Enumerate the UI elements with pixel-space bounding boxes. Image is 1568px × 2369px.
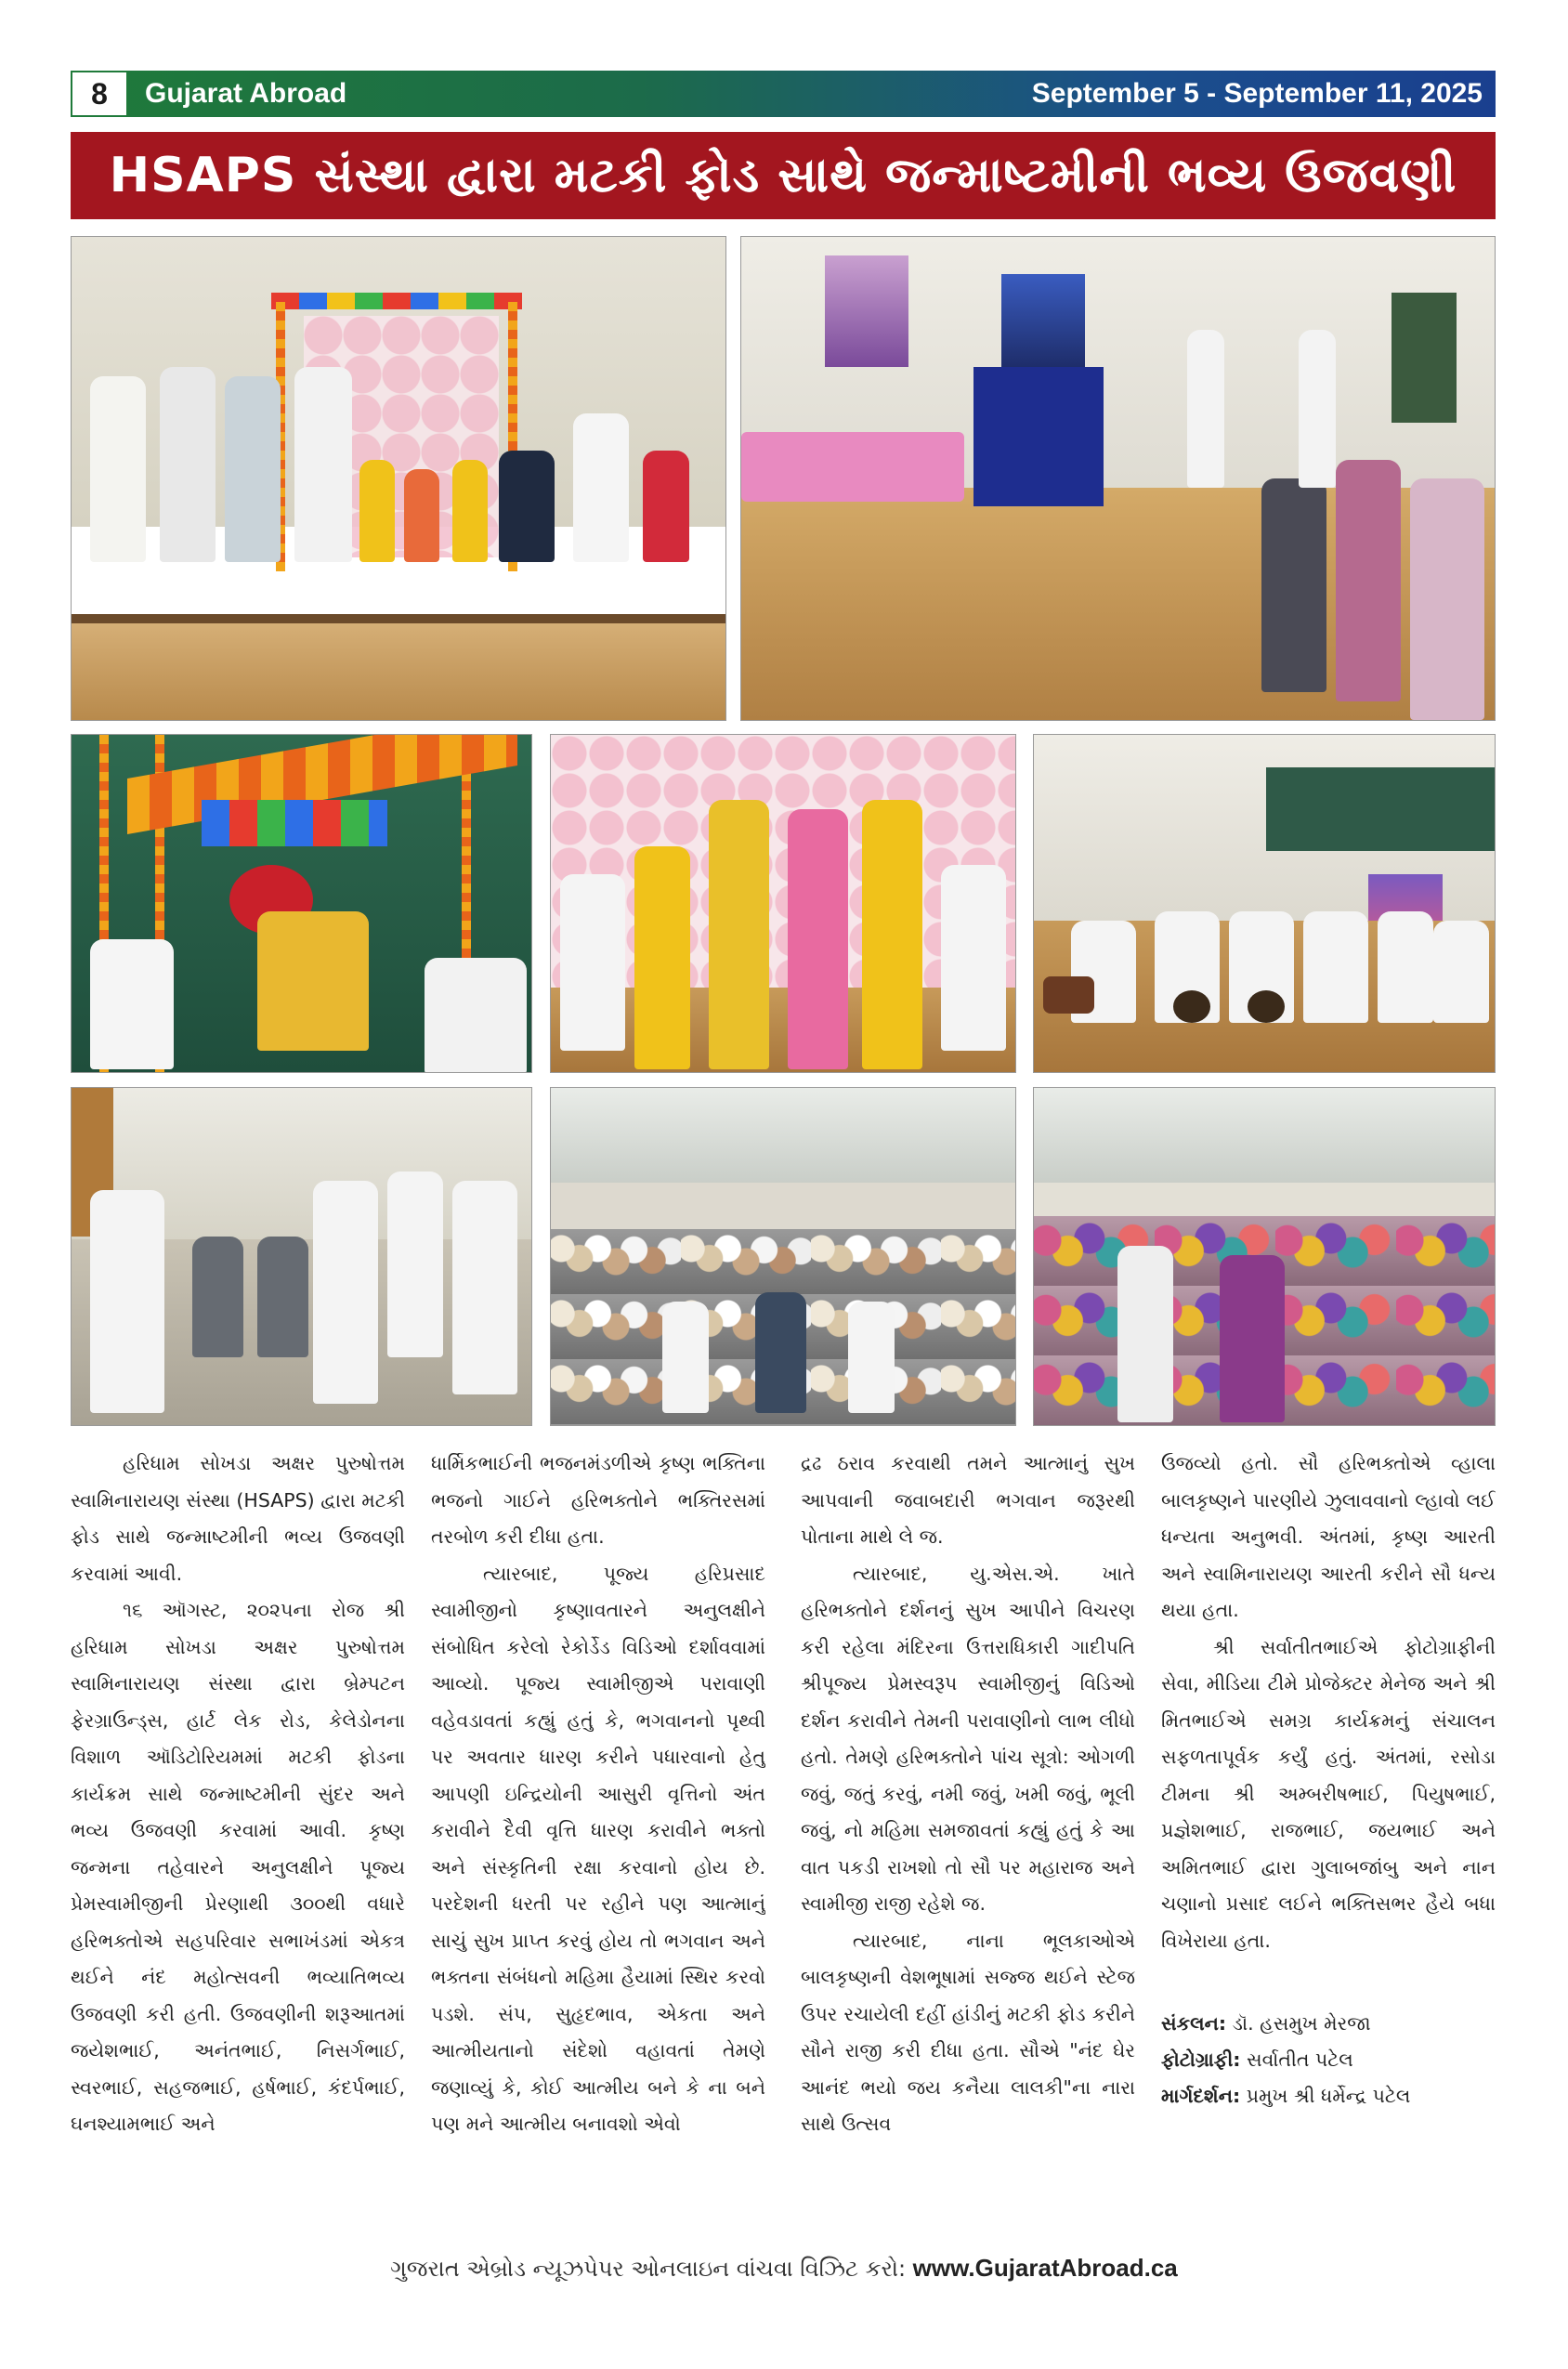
hall-audience-photo bbox=[550, 1087, 1016, 1426]
paragraph: ધાર્મિકભાઈની ભજનમંડળીએ કૃષ્ણ ભક્તિના ભજનો ગાઈને હરિભક્તોને ભક્તિરસમાં તરબોળ કરી દીધા હતા. bbox=[431, 1452, 765, 1548]
issue-date: September 5 - September 11, 2025 bbox=[1031, 78, 1483, 109]
paragraph: ત્યારબાદ, પૂજ્ય હરિપ્રસાદ સ્વામીજીનો કૃષ્ણાવતારને અનુલક્ષીને સંબોધિત કરેલો રેકોર્ડેડ વિડિઓ દર્શાવવામાં આવ્યો. પૂજ્ય સ્વામીજીએ પરાવાણી વહેવડાવતાં કહ્યું હતું કે, ભગવાનનો પૃથ્વી પર અવતાર ધારણ કરીને પધારવાનો હેતુ આપણી ઇન્દ્રિયોની આસુરી વૃત્તિનો અંત કરાવીને દૈવી વૃત્તિ ધારણ કરાવીને ભક્તો અને સંસ્કૃતિની રક્ષા કરવાનો હોય છે. પરદેશની ધરતી પર રહીને પણ આત્માનું સાચું સુખ પ્રાપ્ત કરવું હોય તો ભગવાન અને ભક્તના સંબંધનો મહિમા હૈયામાં સ્થિર કરવો પડશે. સંપ, સુહૃદભાવ, એકતા અને આત્મીયતાનો સંદેશો વહાવતાં તેમણે જણાવ્યું કે, કોઈ આત્મીય બને કે ના બને પણ મને આત્મીય બનાવશો એવો bbox=[431, 1562, 765, 2135]
paragraph: ઉજવ્યો હતો. સૌ હરિભક્તોએ વ્હાલા બાલકૃષ્ણને પારણીયે ઝુલાવવાનો લ્હાવો લઈ ધન્યતા અનુભવી. અંતમાં, કૃષ્ણ આરતી અને સ્વામિનારાયણ આરતી કરીને સૌ ધન્ય થયા હતા. bbox=[1161, 1452, 1496, 1621]
paragraph: હરિધામ સોખડા અક્ષર પુરુષોત્તમ સ્વામિનારાયણ સંસ્થા (HSAPS) દ્વારા મટકી ફોડ સાથે જન્માષ્ટમીની ભવ્ય ઉજવણી કરવામાં આવી. bbox=[71, 1452, 405, 1585]
children-costume-photo bbox=[550, 734, 1016, 1073]
footer-text: ગુજરાત એબ્રોડ ન્યૂઝપેપર ઓનલાઇન વાંચવા વિઝિટ કરો: bbox=[390, 2256, 913, 2282]
women-audience-photo bbox=[1033, 1087, 1496, 1426]
aarti-men-photo bbox=[71, 1087, 532, 1426]
matki-phod-photo bbox=[71, 734, 532, 1073]
credit-compiled-by: સંકલન: ડૉ. હસમુખ મેરજા bbox=[1161, 2012, 1371, 2035]
publication-name: Gujarat Abroad bbox=[145, 78, 347, 109]
page-footer bbox=[0, 2254, 1568, 2283]
article-column-1 bbox=[71, 1446, 405, 2263]
page-number: 8 bbox=[71, 71, 128, 117]
paragraph: ત્યારબાદ, યુ.એસ.એ. ખાતે હરિભક્તોને દર્શનનું સુખ આપીને વિચરણ કરી રહેલા મંદિરના ઉત્તરાધિકારી ગાદીપતિ શ્રીપૂજ્ય પ્રેમસ્વરૂપ સ્વામીજીનું વિડિઓ દર્શન કરાવીને તેમની પરાવાણીનો લાભ લીધો હતો. તેમણે હરિભક્તોને પાંચ સૂત્રો: ઓગળી જવું, જતું કરવું, નમી જવું, ખમી જવું, ભૂલી જવું, નો મહિમા સમજાવતાં કહ્યું હતું કે આ વાત પકડી રાખશો તો સૌ પર મહારાજ અને સ્વામીજી રાજી રહેશે જ. bbox=[801, 1562, 1135, 1915]
paragraph: ૧૬ ઑગસ્ટ, ૨૦૨૫ના રોજ શ્રી હરિધામ સોખડા અક્ષર પુરુષોત્તમ સ્વામિનારાયણ સંસ્થા દ્વારા બ્રેમ્પટન ફેરગ્રાઉન્ડ્સ, હાર્ટ લેક રોડ, કેલેડોનના વિશાળ ઑડિટોરિયમમાં મટકી ફોડના કાર્યક્રમ સાથે જન્માષ્ટમીની સુંદર અને ભવ્ય ઉજવણી કરવામાં આવી. કૃષ્ણ જન્મના તહેવારને અનુલક્ષીને પૂજ્ય પ્રેમસ્વામીજીની પ્રેરણાથી ૩૦૦થી વધારે હરિભક્તોએ સહપરિવાર સભાખંડમાં એકત્ર થઈને નંદ મહોત્સવની ભવ્યાતિભવ્ય ઉજવણી કરી હતી. ઉજવણીની શરૂઆતમાં જયેશભાઈ, અનંતભાઈ, નિસર્ગભાઈ, સ્વરભાઈ, સહજભાઈ, હર્ષભાઈ, કંદર્પભાઈ, ઘનશ્યામભાઈ અને bbox=[71, 1599, 405, 2135]
article-column-4 bbox=[1161, 1446, 1496, 2263]
bhajan-musicians-photo bbox=[1033, 734, 1496, 1073]
credit-photography: ફોટોગ્રાફી: સર્વાતીત પટેલ bbox=[1161, 2048, 1353, 2071]
article-column-3 bbox=[801, 1446, 1135, 2263]
stage-group-photo bbox=[71, 236, 726, 721]
paragraph: શ્રી સર્વાતીતભાઈએ ફોટોગ્રાફીની સેવા, મીડિયા ટીમે પ્રોજેક્ટર મેનેજ અને શ્રી મિતભાઈએ સમગ્ર કાર્યક્રમનું સંચાલન સફળતાપૂર્વક કર્યું હતું. અંતમાં, રસોડા ટીમના શ્રી અમ્બરીષભાઈ, પિયુષભાઈ, પ્રજ્ઞેશભાઈ, રાજભાઈ, જયભાઈ અને અમિતભાઈ દ્વારા ગુલાબજાંબુ અને નાન ચણાનો પ્રસાદ લઈને ભક્તિસભર હૈયે બધા વિખેરાયા હતા. bbox=[1161, 1635, 1496, 1952]
article-title: HSAPS સંસ્થા દ્વારા મટકી ફોડ સાથે જન્માષ્ટમીની ભવ્ય ઉજવણી bbox=[71, 132, 1496, 219]
paragraph: ત્યારબાદ, નાના ભૂલકાઓએ બાલકૃષ્ણની વેશભૂષામાં સજ્જ થઈને સ્ટેજ ઉપર રચાયેલી દહીં હાંડીનું મટકી ફોડ કરીને સૌને રાજી કરી દીધા હતા. સૌએ "નંદ ઘેર આનંદ ભયો જય કનૈયા લાલકી"ના નારા સાથે ઉત્સવ bbox=[801, 1929, 1135, 2135]
paragraph: દ્રઢ ઠરાવ કરવાથી તમને આત્માનું સુખ આપવાની જવાબદારી ભગવાન જરૂરથી પોતાના માથે લે જ. bbox=[801, 1452, 1135, 1548]
page-header bbox=[71, 71, 1496, 117]
credits bbox=[1161, 2006, 1496, 2114]
credit-guidance: માર્ગદર્શન: પ્રમુખ શ્રી ધર્મેન્દ્ર પટેલ bbox=[1161, 2085, 1411, 2107]
website-link[interactable]: www.GujaratAbroad.ca bbox=[912, 2254, 1178, 2282]
article-column-2 bbox=[431, 1446, 765, 2263]
pink-swing-audience-photo bbox=[740, 236, 1496, 721]
